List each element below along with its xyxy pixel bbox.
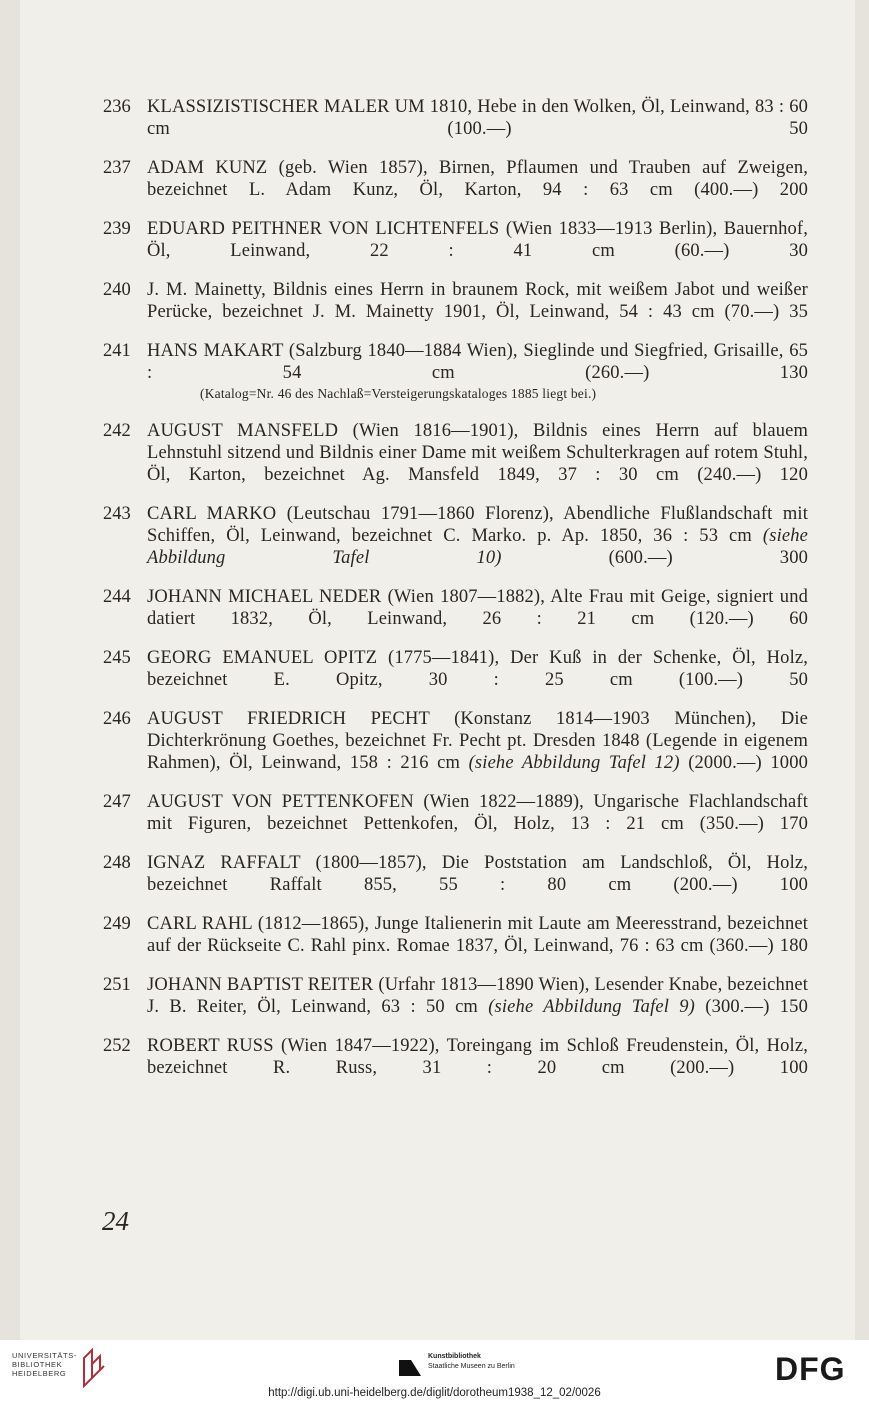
- lot-number: 246: [103, 709, 131, 729]
- lot-number: 236: [103, 97, 131, 117]
- description-text: JOHANN BAPTIST REITER (Urfahr 1813—1890 Wien), Lesender Knabe, bezeichnet J. B. Reiter, Öl, Leinwand, 63 : 50 cm: [147, 975, 808, 1017]
- lot-number: 243: [103, 504, 131, 524]
- digitization-footer: [0, 1340, 869, 1403]
- catalog-entry: [0, 157, 869, 201]
- university-emblem-icon: [80, 1348, 106, 1388]
- illustration-reference: (siehe Abbildung Tafel 10): [147, 526, 808, 568]
- lot-description: [147, 708, 808, 774]
- lot-description: CARL RAHL (1812—1865), Junge Italienerin mit Laute am Meeresstrand, bezeichnet auf der Rückseite C. Rahl pinx. Romae 1837, Öl, Leinwand, 76 : 63 cm (360.—) 180: [147, 914, 808, 956]
- source-url[interactable]: http://digi.ub.uni-heidelberg.de/diglit/dorotheum1938_12_02/0026: [268, 1387, 601, 1399]
- lot-description: J. M. Mainetty, Bildnis eines Herrn in braunem Rock, mit weißem Jabot und weißer Perücke, bezeichnet J. M. Mainetty 1901, Öl, Leinwand, 54 : 43 cm (70.—) 35: [147, 280, 808, 322]
- price-text: (300.—) 150: [695, 997, 808, 1017]
- lot-description: AUGUST VON PETTENKOFEN (Wien 1822—1889), Ungarische Flachlandschaft mit Figuren, bezeichnet Pettenkofen, Öl, Holz, 13 : 21 cm (350.—) 170: [147, 792, 808, 834]
- lot-description: IGNAZ RAFFALT (1800—1857), Die Poststation am Landschloß, Öl, Holz, bezeichnet Raffalt 855, 55 : 80 cm (200.—) 100: [147, 853, 808, 895]
- lot-number: 242: [103, 421, 131, 441]
- lot-number: 252: [103, 1036, 131, 1056]
- lot-description: AUGUST MANSFELD (Wien 1816—1901), Bildnis eines Herrn auf blauem Lehnstuhl sitzend und Bildnis einer Dame mit weißem Schulterkragen auf rotem Stuhl, Öl, Karton, bezeichnet Ag. Mansfeld 1849, 37 : 30 cm (240.—) 120: [147, 421, 808, 485]
- catalog-entry: [0, 791, 869, 835]
- library-name: Kunstbibliothek: [428, 1353, 481, 1360]
- page-number: 24: [102, 1206, 129, 1236]
- catalog-entry: [0, 913, 869, 957]
- university-logo-line: UNIVERSITÄTS-: [12, 1351, 77, 1360]
- price-text: (2000.—) 1000: [679, 753, 809, 773]
- lot-description: [147, 503, 808, 569]
- lot-number: 237: [103, 158, 131, 178]
- catalog-entry: [0, 340, 869, 403]
- dfg-logo[interactable]: DFG: [775, 1351, 846, 1387]
- lot-number: 245: [103, 648, 131, 668]
- lot-number: 241: [103, 341, 131, 361]
- price-text: (600.—) 300: [501, 548, 808, 568]
- illustration-reference: (siehe Abbildung Tafel 9): [488, 997, 695, 1017]
- catalog-entry: [0, 586, 869, 630]
- catalog-entry: [0, 279, 869, 323]
- lot-description: JOHANN MICHAEL NEDER (Wien 1807—1882), Alte Frau mit Geige, signiert und datiert 1832, Öl, Leinwand, 26 : 21 cm (120.—) 60: [147, 587, 808, 629]
- catalog-entry: [0, 974, 869, 1018]
- lot-description: [147, 974, 808, 1018]
- catalog-list: [0, 96, 869, 1096]
- catalog-entry: [0, 708, 869, 774]
- lot-description: GEORG EMANUEL OPITZ (1775—1841), Der Kuß in der Schenke, Öl, Holz, bezeichnet E. Opitz, 30 : 25 cm (100.—) 50: [147, 648, 808, 690]
- catalog-entry: [0, 647, 869, 691]
- lot-description: ROBERT RUSS (Wien 1847—1922), Toreingang im Schloß Freudenstein, Öl, Holz, bezeichnet R. Russ, 31 : 20 cm (200.—) 100: [147, 1036, 808, 1078]
- kunstbibliothek-logo[interactable]: [428, 1352, 515, 1372]
- university-logo-line: HEIDELBERG: [12, 1369, 67, 1378]
- lot-number: 244: [103, 587, 131, 607]
- lot-description: HANS MAKART (Salzburg 1840—1884 Wien), Sieglinde und Siegfried, Grisaille, 65 : 54 cm (260.—) 130: [147, 341, 808, 383]
- catalog-entry: [0, 96, 869, 140]
- library-subtitle: Staatliche Museen zu Berlin: [428, 1363, 515, 1370]
- lot-number: 249: [103, 914, 131, 934]
- lot-description: EDUARD PEITHNER VON LICHTENFELS (Wien 1833—1913 Berlin), Bauernhof, Öl, Leinwand, 22 : 41 cm (60.—) 30: [147, 219, 808, 261]
- description-text: AUGUST FRIEDRICH PECHT (Konstanz 1814—1903 München), Die Dichterkrönung Goethes, bezeichnet Fr. Pecht pt. Dresden 1848 (Legende in eigenem Rahmen), Öl, Leinwand, 158 : 216 cm: [147, 709, 808, 773]
- lot-number: 239: [103, 219, 131, 239]
- catalog-entry: [0, 1035, 869, 1079]
- university-logo-line: BIBLIOTHEK: [12, 1360, 63, 1369]
- lot-number: 248: [103, 853, 131, 873]
- lot-description: KLASSIZISTISCHER MALER UM 1810, Hebe in den Wolken, Öl, Leinwand, 83 : 60 cm (100.—) 50: [147, 97, 808, 139]
- lot-number: 247: [103, 792, 131, 812]
- catalog-entry: [0, 852, 869, 896]
- illustration-reference: (siehe Abbildung Tafel 12): [468, 753, 680, 773]
- kunstbibliothek-icon: [397, 1352, 423, 1378]
- lot-number: 240: [103, 280, 131, 300]
- catalog-entry: [0, 218, 869, 262]
- catalog-entry: [0, 503, 869, 569]
- lot-number: 251: [103, 975, 131, 995]
- lot-note: (Katalog=Nr. 46 des Nachlaß=Versteigerungskataloges 1885 liegt bei.): [200, 386, 597, 401]
- lot-description: ADAM KUNZ (geb. Wien 1857), Birnen, Pflaumen und Trauben auf Zweigen, bezeichnet L. Adam Kunz, Öl, Karton, 94 : 63 cm (400.—) 200: [147, 158, 808, 200]
- catalog-entry: [0, 420, 869, 486]
- university-library-logo[interactable]: [12, 1351, 77, 1378]
- description-text: CARL MARKO (Leutschau 1791—1860 Florenz), Abendliche Flußlandschaft mit Schiffen, Öl, Leinwand, bezeichnet C. Marko. p. Ap. 1850, 36 : 53 cm: [147, 504, 808, 546]
